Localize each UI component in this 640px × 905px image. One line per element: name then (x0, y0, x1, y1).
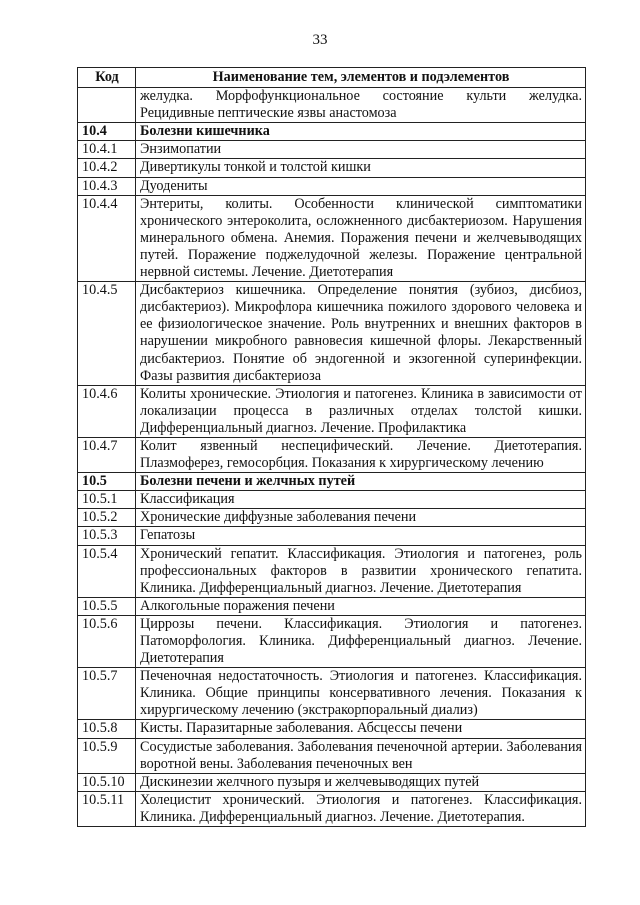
topics-table (77, 67, 586, 827)
table-row (78, 141, 586, 159)
row-title: Сосудистые заболевания. Заболевания печеночной артерии. Заболевания воротной вены. Заболевания печеночных вен (136, 738, 586, 773)
table-row (78, 773, 586, 791)
table-header-row (78, 68, 586, 88)
row-title: Холецистит хронический. Этиология и патогенез. Классификация. Клиника. Дифференциальный диагноз. Лечение. Диетотерапия. (136, 791, 586, 826)
row-code: 10.4.1 (78, 141, 136, 159)
header-code: Код (78, 68, 136, 88)
header-name: Наименование тем, элементов и подэлементов (136, 68, 586, 88)
table-row (78, 195, 586, 281)
row-code: 10.5.4 (78, 545, 136, 597)
table-row (78, 738, 586, 773)
row-title: Дисбактериоз кишечника. Определение понятия (зубиоз, дисбиоз, дисбактериоз). Микрофлора кишечника пожилого здорового человека и ее физиологическое значение. Роль внутренних и внешних факторов в нарушении микробного равновесия кишечной флоры. Лекарственный дисбактериоз. Понятие об эндогенной и экзогенной суперинфекции. Фазы развития дисбактериоза (136, 282, 586, 386)
table-row (78, 527, 586, 545)
row-title: Энтериты, колиты. Особенности клинической симптоматики хронического энтероколита, осложненного дисбактериозом. Нарушения минерального обмена. Анемия. Поражения печени и желчевыводящих путей. Поражение поджелудочной железы. Поражение центральной нервной системы. Лечение. Диетотерапия (136, 195, 586, 281)
table-row (78, 791, 586, 826)
table-row (78, 720, 586, 738)
row-code: 10.4.4 (78, 195, 136, 281)
row-code: 10.5.5 (78, 597, 136, 615)
row-code: 10.5.11 (78, 791, 136, 826)
row-code: 10.4.6 (78, 385, 136, 437)
table-row (78, 668, 586, 720)
table-row (78, 282, 586, 386)
row-code: 10.5 (78, 473, 136, 491)
table-row (78, 385, 586, 437)
row-code: 10.5.1 (78, 491, 136, 509)
row-title: Классификация (136, 491, 586, 509)
row-title: Энзимопатии (136, 141, 586, 159)
table-row (78, 597, 586, 615)
table-row (78, 615, 586, 667)
row-title: Дискинезии желчного пузыря и желчевыводящих путей (136, 773, 586, 791)
section-row (78, 123, 586, 141)
row-code: 10.4.7 (78, 437, 136, 472)
row-title: Циррозы печени. Классификация. Этиология и патогенез. Патоморфология. Клиника. Дифференциальный диагноз. Лечение. Диетотерапия (136, 615, 586, 667)
row-code: 10.4 (78, 123, 136, 141)
row-title: Колит язвенный неспецифический. Лечение. Диетотерапия. Плазмоферез, гемосорбция. Показания к хирургическому лечению (136, 437, 586, 472)
row-code: 10.4.3 (78, 177, 136, 195)
row-title: Дуодениты (136, 177, 586, 195)
row-title: Колиты хронические. Этиология и патогенез. Клиника в зависимости от локализации процесса в различных отделах толстой кишки. Дифференциальный диагноз. Лечение. Профилактика (136, 385, 586, 437)
table-row (78, 545, 586, 597)
table-row (78, 177, 586, 195)
table-row (78, 437, 586, 472)
row-code (78, 88, 136, 123)
row-title: Болезни кишечника (136, 123, 586, 141)
row-code: 10.5.2 (78, 509, 136, 527)
table-row (78, 159, 586, 177)
row-title: Алкогольные поражения печени (136, 597, 586, 615)
row-code: 10.5.8 (78, 720, 136, 738)
row-code: 10.4.5 (78, 282, 136, 386)
table-row (78, 491, 586, 509)
row-title: Хронический гепатит. Классификация. Этиология и патогенез, роль профессиональных факторов в развитии хронического гепатита. Клиника. Дифференциальный диагноз. Лечение. Диетотерапия (136, 545, 586, 597)
row-title: Дивертикулы тонкой и толстой кишки (136, 159, 586, 177)
row-title: Болезни печени и желчных путей (136, 473, 586, 491)
page-number: 33 (312, 32, 328, 48)
row-code: 10.5.10 (78, 773, 136, 791)
row-code: 10.5.3 (78, 527, 136, 545)
row-code: 10.4.2 (78, 159, 136, 177)
section-row (78, 473, 586, 491)
row-title: Хронические диффузные заболевания печени (136, 509, 586, 527)
row-title: Печеночная недостаточность. Этиология и патогенез. Классификация. Клиника. Общие принципы консервативного лечения. Показания к хирургическому лечению (экстракорпоральный диализ) (136, 668, 586, 720)
row-code: 10.5.6 (78, 615, 136, 667)
row-title: Кисты. Паразитарные заболевания. Абсцессы печени (136, 720, 586, 738)
row-code: 10.5.9 (78, 738, 136, 773)
table-row (78, 509, 586, 527)
table-row (78, 88, 586, 123)
row-code: 10.5.7 (78, 668, 136, 720)
row-title: желудка. Морфофункциональное состояние культи желудка. Рецидивные пептические язвы анастомоза (136, 88, 586, 123)
row-title: Гепатозы (136, 527, 586, 545)
table-body (78, 88, 586, 827)
